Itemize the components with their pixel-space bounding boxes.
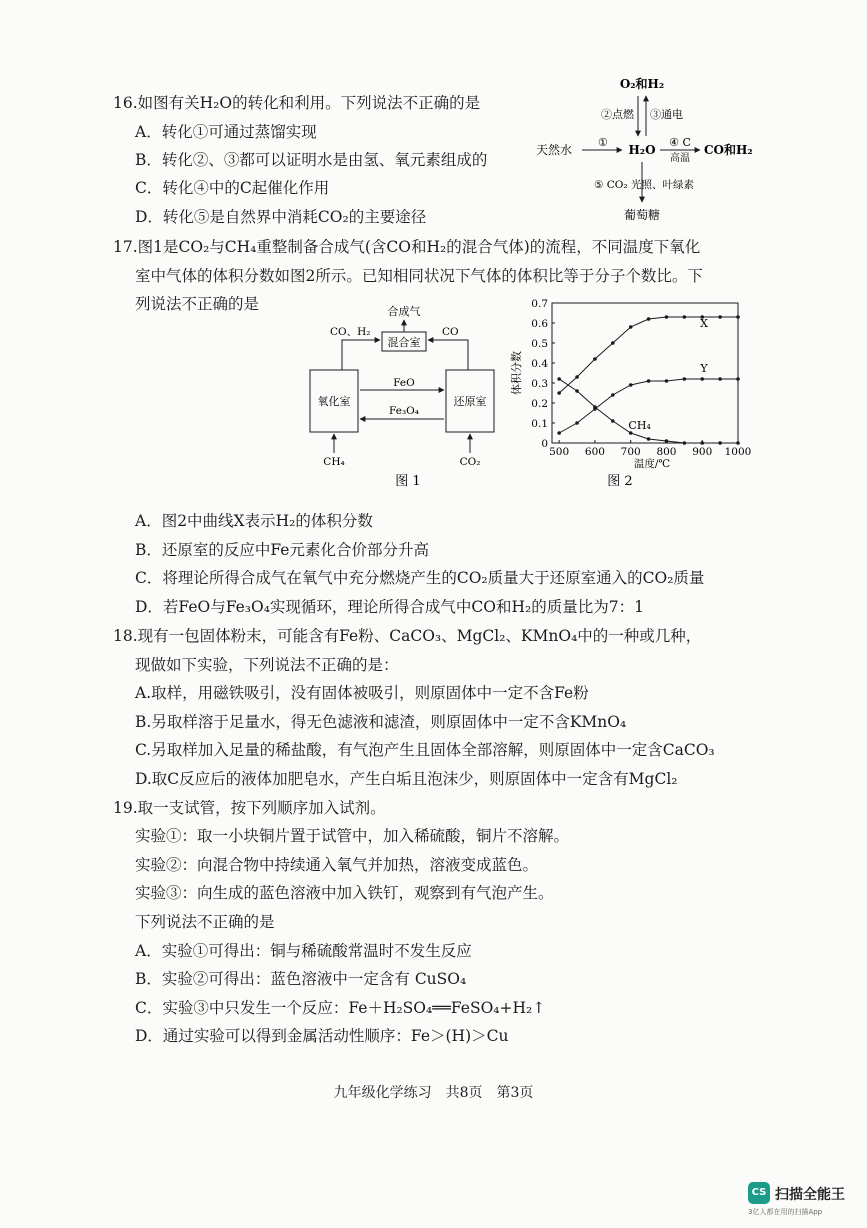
q19-experiment-3: 实验③：向生成的蓝色溶液中加入铁钉，观察到有气泡产生。 <box>135 884 554 902</box>
series-point <box>736 377 740 381</box>
series-point <box>647 379 651 383</box>
diagram-center-label: H₂O <box>628 143 656 157</box>
diagram-c1: ① <box>598 136 608 149</box>
series-point <box>575 389 579 393</box>
series-point <box>683 315 687 319</box>
series-point <box>557 377 561 381</box>
q17-stem-line3: 列说法不正确的是 <box>135 295 260 313</box>
y-tick-label: 0 <box>541 438 548 450</box>
q16-option-b: B．转化②、③都可以证明水是由氢、氧元素组成的 <box>135 151 488 169</box>
q17-option-c: C．将理论所得合成气在氧气中充分燃烧产生的CO₂质量大于还原室通入的CO₂质量 <box>135 569 705 587</box>
series-point <box>700 441 704 445</box>
series-point <box>683 377 687 381</box>
series-point <box>575 421 579 425</box>
fig1-fe3o4: Fe₃O₄ <box>389 405 419 417</box>
series-point <box>665 439 669 443</box>
series-label: CH₄ <box>628 419 651 432</box>
series-point <box>683 441 687 445</box>
diagram-c3: ③通电 <box>650 108 683 121</box>
series-point <box>736 315 740 319</box>
q18-stem-line1: 18.现有一包固体粉末，可能含有Fe粉、CaCO₃、MgCl₂、KMnO₄中的一种或几种， <box>113 627 702 645</box>
q18-option-a: A.取样，用磁铁吸引，没有固体被吸引，则原固体中一定不含Fe粉 <box>135 684 589 702</box>
y-tick-label: 0.1 <box>531 418 548 430</box>
scanner-tagline: 3亿人都在用的扫描App <box>748 1208 823 1216</box>
series-point <box>593 405 597 409</box>
q18-option-b: B.另取样溶于足量水，得无色滤液和滤渣，则原固体中一定不含KMnO₄ <box>135 713 627 731</box>
fig1-oxidation-label: 氧化室 <box>317 395 351 408</box>
series-point <box>611 393 615 397</box>
q18-option-d: D.取C反应后的液体加肥皂水，产生白垢且泡沫少，则原固体中一定含有MgCl₂ <box>135 770 678 788</box>
q17-stem-line1: 17.图1是CO₂与CH₄重整制备合成气(含CO和H₂的混合气体)的流程，不同温度下氧化 <box>113 238 701 256</box>
y-tick-label: 0.5 <box>531 338 548 350</box>
q17-figure1-flow <box>300 295 510 490</box>
q19-option-c: C．实验③中只发生一个反应：Fe＋H₂SO₄══FeSO₄+H₂↑ <box>135 999 546 1017</box>
series-point <box>629 383 633 387</box>
x-tick-label: 600 <box>584 446 605 458</box>
scanner-watermark <box>748 1180 848 1220</box>
q17-option-b: B．还原室的反应中Fe元素化合价部分升高 <box>135 541 429 559</box>
diagram-top-label: O₂和H₂ <box>619 77 665 91</box>
series-point <box>611 341 615 345</box>
diagram-c4-condition: 高温 <box>670 153 690 164</box>
q17-option-a: A．图2中曲线X表示H₂的体积分数 <box>135 512 373 530</box>
y-tick-label: 0.2 <box>531 398 548 410</box>
y-tick-label: 0.7 <box>531 298 548 310</box>
fig1-mixer-label: 混合室 <box>387 336 421 349</box>
y-tick-label: 0.4 <box>531 358 548 370</box>
x-tick-label: 700 <box>620 446 641 458</box>
series-label: Y <box>700 362 708 375</box>
q19-option-a: A．实验①可得出：铜与稀硫酸常温时不发生反应 <box>135 942 472 960</box>
q17-option-d: D．若FeO与Fe₃O₄实现循环，理论所得合成气中CO和H₂的质量比为7：1 <box>135 598 644 616</box>
series-point <box>718 315 722 319</box>
diagram-c2: ②点燃 <box>601 108 634 121</box>
series-point <box>700 377 704 381</box>
x-tick-label: 1000 <box>724 446 752 458</box>
scanner-app-name: 扫描全能王 <box>775 1187 845 1203</box>
series-point <box>629 325 633 329</box>
diagram-c4: ④ C <box>669 136 691 149</box>
chart-xlabel: 温度/℃ <box>633 458 671 470</box>
chart-ylabel: 体积分数 <box>510 351 523 395</box>
fig1-right-input: CO <box>442 326 459 338</box>
diagram-c5: ⑤ CO₂ 光照、叶绿素 <box>594 179 694 191</box>
fig1-co2: CO₂ <box>459 456 481 468</box>
q19-stem: 19.取一支试管，按下列顺序加入试剂。 <box>113 799 386 817</box>
series-point <box>736 441 740 445</box>
series-label: X <box>700 317 708 330</box>
series-point <box>647 317 651 321</box>
diagram-left-label: 天然水 <box>536 143 573 157</box>
x-tick-label: 800 <box>656 446 677 458</box>
diagram-bottom-label: 葡萄糖 <box>623 208 661 222</box>
fig1-ch4: CH₄ <box>323 456 345 468</box>
cs-logo-icon: CS <box>748 1182 770 1204</box>
fig1-reduction-label: 还原室 <box>453 395 487 408</box>
q16-option-c: C．转化④中的C起催化作用 <box>135 179 330 197</box>
series-point <box>665 379 669 383</box>
q19-ask: 下列说法不正确的是 <box>135 913 275 931</box>
y-tick-label: 0.3 <box>531 378 548 390</box>
q16-stem: 16.如图有关H₂O的转化和利用。下列说法不正确的是 <box>113 94 481 112</box>
chart-caption: 图 2 <box>607 474 633 489</box>
series-point <box>647 437 651 441</box>
series-point <box>593 357 597 361</box>
q19-experiment-2: 实验②：向混合物中持续通入氧气并加热，溶液变成蓝色。 <box>135 856 539 874</box>
q19-experiment-1: 实验①：取一小块铜片置于试管中，加入稀硫酸，铜片不溶解。 <box>135 827 570 845</box>
series-point <box>718 377 722 381</box>
fig1-product: 合成气 <box>387 305 421 318</box>
page-footer: 九年级化学练习 共8页 第3页 <box>333 1085 534 1101</box>
q19-option-b: B．实验②可得出：蓝色溶液中一定含有 CuSO₄ <box>135 970 467 988</box>
q16-option-d: D．转化⑤是自然界中消耗CO₂的主要途径 <box>135 208 427 226</box>
series-point <box>557 431 561 435</box>
q17-stem-line2: 室中气体的体积分数如图2所示。已知相同状况下气体的体积比等于分子个数比。下 <box>135 267 703 285</box>
fig1-caption: 图 1 <box>395 474 421 489</box>
x-tick-label: 500 <box>549 446 570 458</box>
fig1-left-input: CO、H₂ <box>330 326 371 338</box>
series-line-2 <box>559 379 738 443</box>
q19-option-d: D．通过实验可以得到金属活动性顺序：Fe＞(H)＞Cu <box>135 1027 509 1045</box>
series-point <box>665 315 669 319</box>
x-tick-label: 900 <box>692 446 713 458</box>
q16-conversion-diagram <box>530 70 760 230</box>
q17-figure2-chart <box>510 295 760 495</box>
fig1-feo: FeO <box>393 377 415 389</box>
series-point <box>718 441 722 445</box>
series-point <box>557 391 561 395</box>
q18-option-c: C.另取样加入足量的稀盐酸，有气泡产生且固体全部溶解，则原固体中一定含CaCO₃ <box>135 741 715 759</box>
diagram-right-label: CO和H₂ <box>704 143 753 157</box>
series-point <box>611 419 615 423</box>
series-point <box>575 375 579 379</box>
q16-option-a: A．转化①可通过蒸馏实现 <box>135 123 317 141</box>
q18-stem-line2: 现做如下实验，下列说法不正确的是： <box>135 656 399 674</box>
y-tick-label: 0.6 <box>531 318 548 330</box>
